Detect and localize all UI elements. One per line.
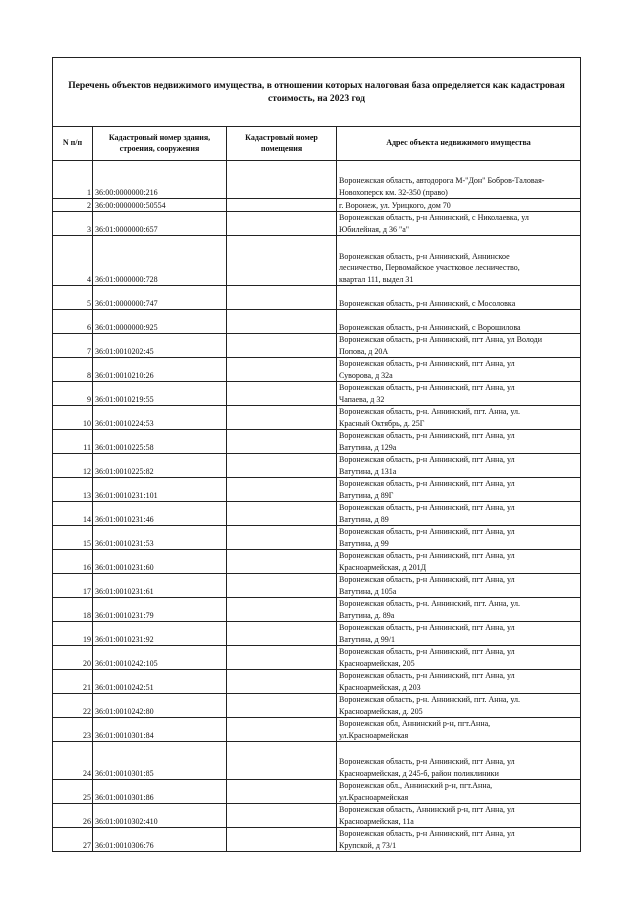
- cadastral-number: 36:01:0010231:53: [93, 526, 227, 550]
- table-row: [53, 694, 581, 718]
- address-line: Красноармейская, д 245-б, район поликлиники: [339, 768, 499, 778]
- row-number: 15: [53, 526, 93, 550]
- document-title: Перечень объектов недвижимого имущества, в отношении которых налоговая база определяется как кадастровая стоимость, на 2023 год: [53, 58, 581, 127]
- row-number: 21: [53, 670, 93, 694]
- cadastral-number: 36:00:0000000:216: [93, 161, 227, 199]
- table-row: [53, 742, 581, 780]
- address-line: лесничество, Первомайское участковое лесничество,: [339, 263, 520, 272]
- table-row: [53, 406, 581, 430]
- room-cadastral-number: [227, 236, 337, 286]
- table-row: [53, 670, 581, 694]
- address-line: квартал 111, выдел 31: [339, 274, 414, 284]
- room-cadastral-number: [227, 406, 337, 430]
- table-row: [53, 358, 581, 382]
- cadastral-number: 36:01:0010231:46: [93, 502, 227, 526]
- cadastral-number: 36:01:0010224:53: [93, 406, 227, 430]
- cadastral-number: 36:01:0010231:61: [93, 574, 227, 598]
- table-row: [53, 804, 581, 828]
- address-line: Чапаева, д 32: [339, 394, 385, 404]
- property-address: [337, 382, 581, 406]
- cadastral-number: 36:01:0000000:747: [93, 286, 227, 310]
- address-line: Красноармейская, 205: [339, 658, 415, 668]
- table-row: [53, 454, 581, 478]
- property-address: [337, 430, 581, 454]
- table-row: [53, 646, 581, 670]
- cadastral-number: 36:01:0010301:86: [93, 780, 227, 804]
- address-line: Суворова, д 32а: [339, 370, 393, 380]
- cadastral-number: 36:01:0010219:55: [93, 382, 227, 406]
- room-cadastral-number: [227, 358, 337, 382]
- property-address: [337, 286, 581, 310]
- row-number: 8: [53, 358, 93, 382]
- table-row: [53, 622, 581, 646]
- room-cadastral-number: [227, 526, 337, 550]
- address-line: Воронежская область, р-н Аннинский, пгт Анна, ул: [339, 383, 515, 392]
- table-row: [53, 430, 581, 454]
- row-number: 18: [53, 598, 93, 622]
- table-row: [53, 574, 581, 598]
- address-line: Воронежская область, р-н Аннинский, Аннинское: [339, 251, 510, 261]
- address-line: Воронежская область, р-н Аннинский, пгт Анна, ул Володи: [339, 335, 542, 344]
- table-row: [53, 199, 581, 212]
- address-line: Ватутина, д 89: [339, 514, 389, 524]
- header-num: N п/п: [53, 127, 93, 161]
- address-line: Воронежская область, р-н Аннинский, пгт Анна, ул: [339, 829, 515, 838]
- row-number: 16: [53, 550, 93, 574]
- cadastral-number: 36:01:0010301:84: [93, 718, 227, 742]
- room-cadastral-number: [227, 310, 337, 334]
- address-line: ул.Красноармейская: [339, 792, 409, 802]
- room-cadastral-number: [227, 694, 337, 718]
- table-row: [53, 526, 581, 550]
- address-line: Воронежская область, р-н Аннинский, пгт Анна, ул: [339, 551, 515, 560]
- room-cadastral-number: [227, 478, 337, 502]
- row-number: 26: [53, 804, 93, 828]
- cadastral-number: 36:00:0000000:50554: [93, 199, 227, 212]
- table-row: [53, 334, 581, 358]
- row-number: 10: [53, 406, 93, 430]
- address-line: Красноармейская, д 203: [339, 682, 421, 692]
- table-row: [53, 478, 581, 502]
- address-line: Ватутина, д 105а: [339, 586, 397, 596]
- room-cadastral-number: [227, 828, 337, 852]
- property-table: [52, 57, 581, 852]
- row-number: 3: [53, 212, 93, 236]
- address-line: Воронежская область, р-н Аннинский, пгт Анна, ул: [339, 623, 515, 632]
- property-address: [337, 780, 581, 804]
- table-row: [53, 161, 581, 199]
- property-address: [337, 236, 581, 286]
- row-number: 14: [53, 502, 93, 526]
- cadastral-number: 36:01:0010231:92: [93, 622, 227, 646]
- address-line: Воронежская область, автодорога М-"Дон" Бобров-Таловая-: [339, 176, 545, 185]
- room-cadastral-number: [227, 454, 337, 478]
- address-line: Ватутина, д 129а: [339, 442, 397, 452]
- address-line: Красноармейская, д. 205: [339, 706, 423, 716]
- room-cadastral-number: [227, 646, 337, 670]
- address-line: Новохоперск км. 32-350 (право): [339, 187, 448, 197]
- property-address: [337, 622, 581, 646]
- address-line: Воронежская область, р-н. Аннинский, пгт. Анна, ул.: [339, 695, 521, 704]
- row-number: 17: [53, 574, 93, 598]
- property-address: [337, 804, 581, 828]
- address-line: Воронежская область, р-н Аннинский, пгт Анна, ул: [339, 455, 515, 464]
- address-line: Ватутина, д 131а: [339, 466, 397, 476]
- address-line: Ватутина, д 89Г: [339, 490, 394, 500]
- address-line: Попова, д 20А: [339, 346, 389, 356]
- property-address: [337, 199, 581, 212]
- address-line: Воронежская область, р-н Аннинский, пгт Анна, ул: [339, 431, 515, 440]
- header-cadastral-building: Кадастровый номер здания, строения, сооружения: [93, 127, 227, 161]
- room-cadastral-number: [227, 804, 337, 828]
- property-address: [337, 454, 581, 478]
- row-number: 5: [53, 286, 93, 310]
- row-number: 22: [53, 694, 93, 718]
- property-address: [337, 334, 581, 358]
- table-row: [53, 780, 581, 804]
- cadastral-number: 36:01:0010231:60: [93, 550, 227, 574]
- table-row: [53, 310, 581, 334]
- address-line: Воронежская область, р-н Аннинский, пгт Анна, ул: [339, 527, 515, 536]
- room-cadastral-number: [227, 574, 337, 598]
- cadastral-number: 36:01:0010242:105: [93, 646, 227, 670]
- cadastral-number: 36:01:0010306:76: [93, 828, 227, 852]
- address-line: Воронежская область, Аннинский р-н, пгт Анна, ул: [339, 805, 515, 814]
- cadastral-number: 36:01:0010242:80: [93, 694, 227, 718]
- row-number: 11: [53, 430, 93, 454]
- row-number: 13: [53, 478, 93, 502]
- property-address: [337, 358, 581, 382]
- address-line: Ватутина, д 99/1: [339, 634, 395, 644]
- address-line: Воронежская область, р-н Аннинский, пгт Анна, ул: [339, 503, 515, 512]
- property-address: [337, 478, 581, 502]
- room-cadastral-number: [227, 622, 337, 646]
- cadastral-number: 36:01:0010242:51: [93, 670, 227, 694]
- room-cadastral-number: [227, 502, 337, 526]
- header-address: Адрес объекта недвижимого имущества: [337, 127, 581, 161]
- row-number: 4: [53, 236, 93, 286]
- property-address: [337, 742, 581, 780]
- row-number: 12: [53, 454, 93, 478]
- address-line: Ватутина, д. 89а: [339, 610, 395, 620]
- address-line: Воронежская область, р-н. Аннинский, пгт. Анна, ул.: [339, 407, 521, 416]
- address-line: Юбилейная, д 36 "а": [339, 224, 410, 234]
- property-address: [337, 574, 581, 598]
- property-address: [337, 598, 581, 622]
- property-address: [337, 161, 581, 199]
- table-row: [53, 382, 581, 406]
- address-line: Воронежская область, р-н Аннинский, пгт Анна, ул: [339, 671, 515, 680]
- cadastral-number: 36:01:0010225:58: [93, 430, 227, 454]
- address-line: Воронежская область, р-н Аннинский, пгт Анна, ул: [339, 647, 515, 656]
- address-line: Воронежская область, р-н Аннинский, с Николаевка, ул: [339, 213, 529, 222]
- address-line: Воронежская область, р-н Аннинский, с Мосоловка: [339, 298, 516, 308]
- cadastral-number: 36:01:0010231:79: [93, 598, 227, 622]
- table-row: [53, 718, 581, 742]
- cadastral-number: 36:01:0010302:410: [93, 804, 227, 828]
- address-line: Воронежская область, р-н. Аннинский, пгт. Анна, ул.: [339, 599, 521, 608]
- row-number: 24: [53, 742, 93, 780]
- row-number: 1: [53, 161, 93, 199]
- room-cadastral-number: [227, 199, 337, 212]
- address-line: Красный Октябрь, д. 25Г: [339, 418, 425, 428]
- room-cadastral-number: [227, 718, 337, 742]
- address-line: ул.Красноармейская: [339, 730, 409, 740]
- address-line: Воронежская область, р-н Аннинский, пгт Анна, ул: [339, 359, 515, 368]
- row-number: 7: [53, 334, 93, 358]
- row-number: 27: [53, 828, 93, 852]
- address-line: Воронежская область, р-н Аннинский, с Ворошилова: [339, 322, 521, 332]
- address-line: Воронежская область, р-н Аннинский, пгт Анна, ул: [339, 575, 515, 584]
- table-body: [53, 161, 581, 852]
- cadastral-number: 36:01:0000000:925: [93, 310, 227, 334]
- address-line: Красноармейская, д 201Д: [339, 562, 427, 572]
- property-address: [337, 828, 581, 852]
- cadastral-number: 36:01:0010202:45: [93, 334, 227, 358]
- address-line: Воронежская область, р-н Аннинский, пгт Анна, ул: [339, 757, 515, 766]
- table-row: [53, 828, 581, 852]
- table-row: [53, 236, 581, 286]
- room-cadastral-number: [227, 286, 337, 310]
- property-address: [337, 670, 581, 694]
- room-cadastral-number: [227, 430, 337, 454]
- room-cadastral-number: [227, 670, 337, 694]
- row-number: 9: [53, 382, 93, 406]
- cadastral-number: 36:01:0010225:82: [93, 454, 227, 478]
- row-number: 23: [53, 718, 93, 742]
- cadastral-number: 36:01:0010231:101: [93, 478, 227, 502]
- row-number: 25: [53, 780, 93, 804]
- row-number: 20: [53, 646, 93, 670]
- room-cadastral-number: [227, 598, 337, 622]
- cadastral-number: 36:01:0010301:85: [93, 742, 227, 780]
- room-cadastral-number: [227, 212, 337, 236]
- address-line: Воронежская обл, Аннинский р-н, пгт.Анна,: [339, 719, 491, 728]
- table-row: [53, 502, 581, 526]
- address-line: Красноармейская, 11а: [339, 816, 414, 826]
- room-cadastral-number: [227, 382, 337, 406]
- property-address: [337, 526, 581, 550]
- room-cadastral-number: [227, 334, 337, 358]
- table-row: [53, 550, 581, 574]
- room-cadastral-number: [227, 161, 337, 199]
- address-line: Воронежская обл., Аннинский р-н, пгт.Анна,: [339, 781, 493, 790]
- property-address: [337, 694, 581, 718]
- cadastral-number: 36:01:0010210:26: [93, 358, 227, 382]
- property-address: [337, 212, 581, 236]
- room-cadastral-number: [227, 550, 337, 574]
- property-address: [337, 646, 581, 670]
- room-cadastral-number: [227, 742, 337, 780]
- cadastral-number: 36:01:0000000:728: [93, 236, 227, 286]
- table-header-row: [53, 127, 581, 161]
- room-cadastral-number: [227, 780, 337, 804]
- table-row: [53, 212, 581, 236]
- property-address: [337, 310, 581, 334]
- row-number: 19: [53, 622, 93, 646]
- document-sheet: [52, 57, 580, 852]
- property-address: [337, 550, 581, 574]
- header-cadastral-room: Кадастровый номер помещения: [227, 127, 337, 161]
- address-line: Ватутина, д 99: [339, 538, 389, 548]
- property-address: [337, 718, 581, 742]
- row-number: 2: [53, 199, 93, 212]
- table-row: [53, 286, 581, 310]
- property-address: [337, 406, 581, 430]
- address-line: г. Воронеж, ул. Урицкого, дом 70: [339, 200, 451, 210]
- address-line: Воронежская область, р-н Аннинский, пгт Анна, ул: [339, 479, 515, 488]
- cadastral-number: 36:01:0000000:657: [93, 212, 227, 236]
- address-line: Крупской, д 73/1: [339, 840, 397, 850]
- property-address: [337, 502, 581, 526]
- row-number: 6: [53, 310, 93, 334]
- table-row: [53, 598, 581, 622]
